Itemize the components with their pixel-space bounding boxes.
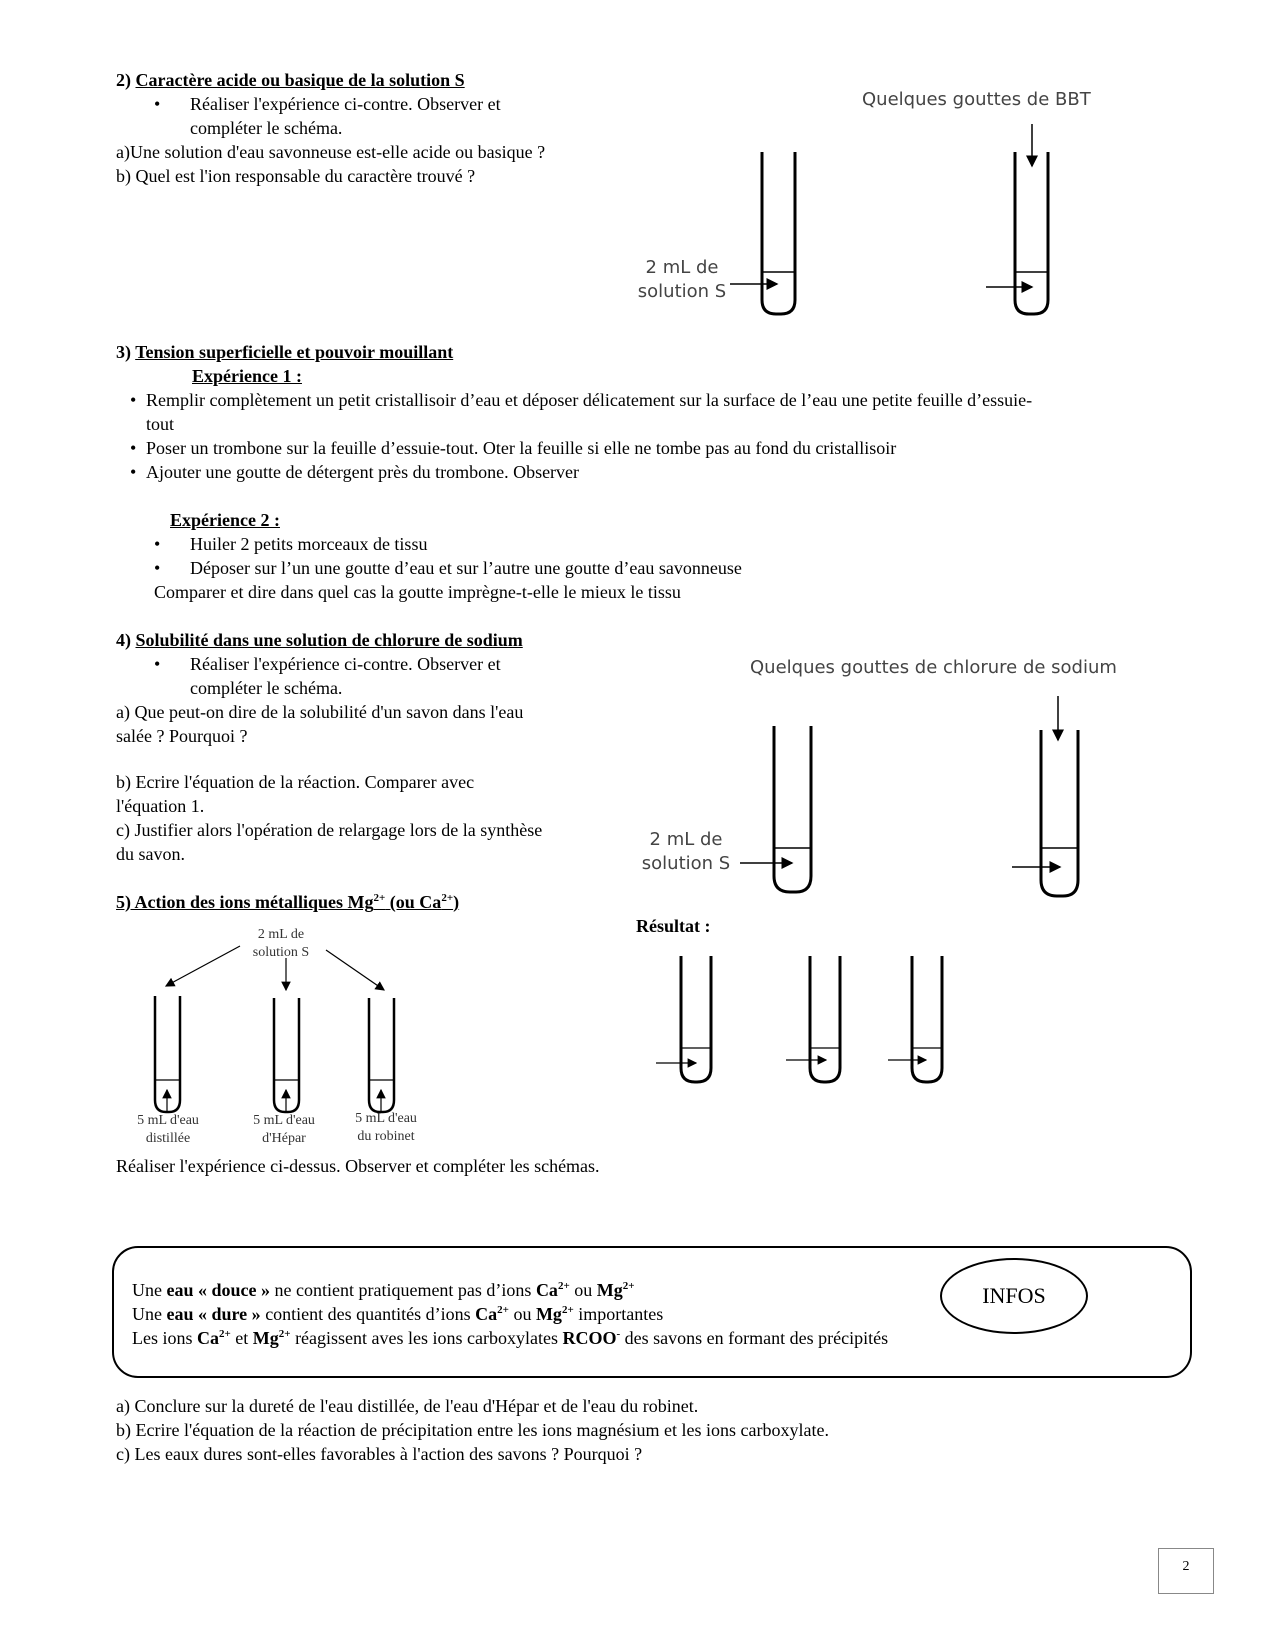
infos-line-1: Une eau « douce » ne contient pratiquement pas d’ions $Ca^{2+}$ ou $Mg^{2+}$ (132, 1280, 635, 1300)
page-number: 2 (1158, 1548, 1214, 1594)
bullet-icon: • (154, 558, 161, 578)
bullet-icon: • (130, 462, 137, 482)
exp2-bullet-2: • Déposer sur l’un une goutte d’eau et sur l’autre une goutte d’eau savonneuse (154, 558, 742, 578)
result-label: Résultat : (636, 916, 711, 936)
section4-figure-left-label: 2 mL de solution S (641, 829, 731, 874)
infos-badge: INFOS (940, 1258, 1088, 1334)
section5-instruction: Réaliser l'expérience ci-dessus. Observer et compléter les schémas. (116, 1156, 600, 1176)
section4-question-c: c) Justifier alors l'opération de relargage lors de la synthèse du savon. (116, 820, 543, 864)
section2-figure-left-label: 2 mL de solution S (637, 257, 727, 302)
bullet-icon: • (130, 390, 137, 410)
exp1-bullet-1: • Remplir complètement un petit cristallisoir d’eau et déposer délicatement sur la surface de l’eau une petite feuille d’essuie- tout (130, 390, 1033, 434)
section4-heading: 4) Solubilité dans une solution de chlorure de sodium (116, 630, 523, 650)
exp2-text: Comparer et dire dans quel cas la goutte imprègne-t-elle le mieux le tissu (154, 582, 681, 602)
conclusion-question-a: a) Conclure sur la dureté de l'eau distillée, de l'eau d'Hépar et de l'eau du robinet. (116, 1396, 699, 1416)
experience1-title: Expérience 1 : (192, 366, 302, 386)
section5-heading: 5) Action des ions métalliques $Mg^{2+}$ (ou $Ca^{2+}$) (116, 892, 460, 912)
bullet-icon: • (154, 534, 161, 554)
section2-question-b: b) Quel est l'ion responsable du caractère trouvé ? (116, 166, 476, 186)
s4-tube-left (774, 726, 811, 892)
section4-question-a: a) Que peut-on dire de la solubilité d'un savon dans l'eau salée ? Pourquoi ? (116, 702, 524, 746)
result-tube-2 (810, 956, 840, 1082)
s5-arrow-to-tube1 (166, 946, 240, 986)
section2-bullet: • Réaliser l'expérience ci-contre. Observer et compléter le schéma. (154, 94, 501, 138)
s2-tube-right (1015, 152, 1048, 314)
tube2-label: 5 mL d'eau d'Hépar (253, 1113, 315, 1146)
exp1-bullet-3: • Ajouter une goutte de détergent près du trombone. Observer (130, 462, 580, 482)
section3-title: Tension superficielle et pouvoir mouillant (135, 342, 454, 362)
tube3-label: 5 mL d'eau du robinet (355, 1111, 417, 1144)
source-label: 2 mL de solution S (252, 927, 310, 960)
infos-line-3: Les ions $Ca^{2+}$ et $Mg^{2+}$ réagissent aves les ions carboxylates RCOO- des savons en formant des précipités (132, 1328, 889, 1348)
conclusion-question-b: b) Ecrire l'équation de la réaction de précipitation entre les ions magnésium et les ions carboxylate. (116, 1420, 829, 1440)
exp2-bullet-1: • Huiler 2 petits morceaux de tissu (154, 534, 428, 554)
section4-bullet: • Réaliser l'expérience ci-contre. Observer et compléter le schéma. (154, 654, 501, 698)
result-tube-3 (912, 956, 942, 1082)
infos-line-2: Une eau « dure » contient des quantités d’ions $Ca^{2+}$ ou $Mg^{2+}$ importantes (132, 1304, 664, 1324)
conclusion-question-c: c) Les eaux dures sont-elles favorables à l'action des savons ? Pourquoi ? (116, 1444, 643, 1464)
s2-tube-left (762, 152, 795, 314)
experience2-title: Expérience 2 : (170, 510, 280, 530)
section2-figure-top-label: Quelques gouttes de BBT (862, 89, 1091, 110)
exp1-bullet-2: • Poser un trombone sur la feuille d’essuie-tout. Oter la feuille si elle ne tombe pas au fond du cristallisoir (130, 438, 897, 458)
bullet-icon: • (130, 438, 137, 458)
s4-tube-right (1041, 730, 1078, 896)
section4-figure-top-label: Quelques gouttes de chlorure de sodium (750, 657, 1117, 678)
bullet-icon: • (154, 654, 161, 674)
section2-title: Caractère acide ou basique de la solution S (135, 70, 465, 90)
section2-question-a: a)Une solution d'eau savonneuse est-elle acide ou basique ? (116, 142, 546, 162)
section2-heading: 2) Caractère acide ou basique de la solution S (116, 70, 465, 90)
s5-arrow-to-tube3 (326, 950, 384, 990)
bullet-icon: • (154, 94, 161, 114)
tube1-label: 5 mL d'eau distillée (137, 1113, 199, 1146)
section4-title: Solubilité dans une solution de chlorure de sodium (135, 630, 523, 650)
section4-question-b: b) Ecrire l'équation de la réaction. Comparer avec l'équation 1. (116, 772, 475, 816)
section3-heading: 3) Tension superficielle et pouvoir mouillant (116, 342, 454, 362)
